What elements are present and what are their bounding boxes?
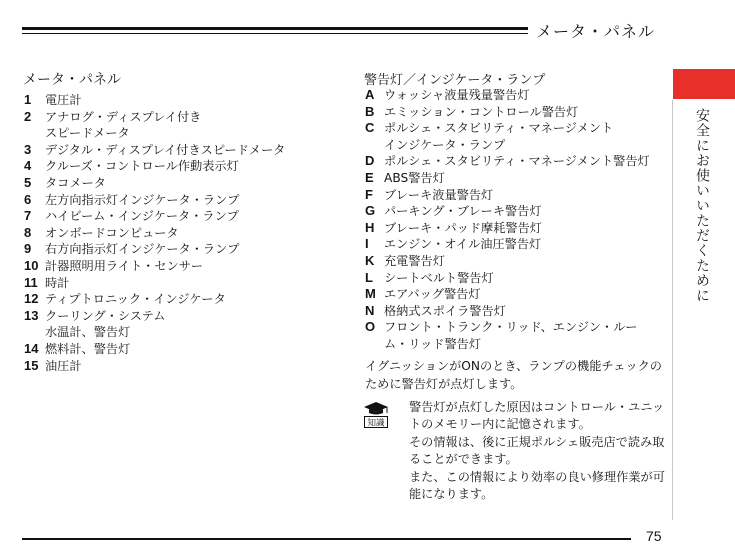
meter-panel-item-text: 時計 [45, 275, 70, 290]
warning-lamp-item [365, 104, 650, 121]
meter-panel-item [24, 192, 285, 209]
warning-lamp-item [365, 87, 650, 104]
meter-panel-item-text: ティプトロニック・インジケータ [45, 292, 226, 307]
meter-panel-item-marker: 13 [24, 307, 39, 323]
info-block [409, 399, 671, 503]
meter-panel-item [24, 241, 285, 258]
meter-panel-item-marker: 7 [24, 208, 32, 224]
meter-panel-item-marker: 6 [24, 191, 32, 207]
warning-lamp-item-text: エミッション・コントロール警告灯 [384, 104, 579, 119]
meter-panel-item-marker: 2 [24, 108, 32, 124]
meter-panel-item [24, 258, 285, 275]
meter-panel-item-text: クルーズ・コントロール作動表示灯 [45, 159, 239, 174]
warning-lamp-item-marker: O [365, 319, 376, 335]
warning-lamp-item-marker: G [365, 203, 376, 219]
page-number: 75 [646, 528, 662, 544]
warning-lamp-item-text: ブレーキ・パッド摩耗警告灯 [384, 220, 542, 235]
warning-lamps-list [365, 87, 650, 353]
header-title: メータ・パネル [536, 22, 656, 41]
warning-lamp-item [365, 319, 650, 352]
meter-panel-item-marker: 1 [24, 92, 32, 107]
header-rule-thin [22, 33, 528, 34]
meter-panel-item-text: デジタル・ディスプレイ付きスピードメータ [45, 142, 286, 157]
warning-lamp-item-text-continued: インジケータ・ランプ [384, 137, 506, 152]
meter-panel-item [24, 358, 285, 375]
warning-lamp-item-text: フロント・トランク・リッド、エンジン・ルー [384, 320, 638, 335]
warning-lamp-item-text: エアバッグ警告灯 [384, 287, 481, 302]
warning-lamp-item [365, 303, 650, 320]
warning-lamp-item-text-continued: ム・リッド警告灯 [384, 336, 482, 351]
meter-panel-item-text: クーリング・システム [45, 308, 166, 323]
warning-lamp-item-text: ABS警告灯 [384, 170, 445, 185]
warning-lamp-item-text: ウォッシャ液量残量警告灯 [384, 88, 530, 102]
meter-panel-item [24, 142, 285, 159]
meter-panel-item [24, 208, 285, 225]
ignition-note: イグニッションがONのとき、ランプの機能チェックのために警告灯が点灯します。 [365, 359, 662, 391]
warning-lamp-item [365, 203, 650, 220]
warning-lamp-item-text: ポルシェ・スタビリティ・マネージメント警告灯 [384, 154, 650, 169]
meter-panel-item-marker: 15 [24, 357, 39, 373]
warning-lamp-item-marker: L [365, 269, 373, 285]
warning-lamp-item-marker: E [365, 169, 374, 185]
warning-lamps-title: 警告灯／インジケータ・ランプ [364, 73, 546, 88]
warning-lamp-item-marker: I [365, 236, 369, 252]
warning-lamp-item-text: ブレーキ液量警告灯 [384, 187, 494, 202]
warning-lamp-item [365, 270, 650, 287]
meter-panel-item-text: アナログ・ディスプレイ付き [45, 109, 202, 124]
info-paragraph-3: また、この情報により効率の良い修理作業が可能になります。 [409, 469, 665, 502]
meter-panel-item-text: 右方向指示灯インジケータ・ランプ [45, 242, 240, 257]
section-tab-marker [673, 69, 735, 99]
meter-panel-title: メータ・パネル [23, 72, 121, 88]
meter-panel-item [24, 341, 285, 358]
meter-panel-item-marker: 3 [24, 141, 32, 157]
warning-lamp-item [365, 170, 650, 187]
warning-lamp-item-marker: M [365, 286, 376, 302]
meter-panel-item-text: タコメータ [45, 175, 106, 190]
meter-panel-item-text: 油圧計 [45, 358, 82, 373]
warning-lamp-item [365, 236, 650, 253]
meter-panel-item-text: ハイビーム・インジケータ・ランプ [45, 209, 239, 224]
meter-panel-item-text-continued: スピードメータ [45, 126, 130, 141]
header-rule-thick [22, 27, 528, 30]
warning-lamp-item-marker: B [365, 103, 375, 119]
info-paragraph-2: その情報は、後に正規ポルシェ販売店で読み取ることができます。 [409, 434, 665, 467]
meter-panel-item-text: 左方向指示灯インジケータ・ランプ [45, 192, 240, 207]
meter-panel-item-marker: 4 [24, 158, 32, 174]
warning-lamp-item [365, 286, 650, 303]
meter-panel-item-marker: 8 [24, 224, 32, 240]
info-paragraph-1: 警告灯が点灯した原因はコントロール・ユニットのメモリー内に記憶されます。 [409, 400, 665, 432]
warning-lamp-item [365, 153, 650, 170]
meter-panel-item [24, 291, 285, 308]
warning-lamp-item [365, 120, 650, 153]
warning-lamp-item-marker: K [365, 252, 375, 268]
knowledge-icon [363, 401, 389, 429]
meter-panel-item [24, 158, 285, 175]
meter-panel-item [24, 109, 285, 142]
warning-lamp-item-text: ポルシェ・スタビリティ・マネージメント [384, 121, 614, 136]
meter-panel-item [24, 175, 285, 192]
side-divider [672, 100, 673, 520]
footer-rule [22, 538, 631, 540]
meter-panel-item-text: 電圧計 [45, 93, 82, 107]
meter-panel-item [24, 275, 285, 292]
warning-lamp-item-text: 格納式スポイラ警告灯 [384, 303, 506, 318]
meter-panel-list [24, 92, 285, 374]
knowledge-icon-label: 知識 [367, 418, 385, 429]
meter-panel-item [24, 92, 285, 109]
meter-panel-item-text-continued: 水温計、警告灯 [45, 325, 131, 340]
warning-lamp-item [365, 187, 650, 204]
warning-lamp-item-marker: H [365, 219, 375, 235]
warning-lamp-item-text: エンジン・オイル油圧警告灯 [384, 237, 542, 252]
warning-lamp-item [365, 253, 650, 270]
meter-panel-item-marker: 9 [24, 241, 32, 257]
meter-panel-item-marker: 5 [24, 174, 32, 190]
warning-lamp-item-marker: F [365, 186, 373, 202]
warning-lamp-item-marker: C [365, 120, 375, 136]
warning-lamp-item-marker: N [365, 302, 375, 318]
warning-lamp-item-text: シートベルト警告灯 [384, 270, 494, 285]
meter-panel-item-text: 計器照明用ライト・センサー [45, 258, 204, 273]
warning-lamp-item-marker: D [365, 153, 375, 169]
meter-panel-item-marker: 12 [24, 291, 39, 307]
meter-panel-item-marker: 14 [24, 340, 39, 356]
meter-panel-item [24, 308, 285, 341]
meter-panel-item-text: 燃料計、警告灯 [45, 341, 131, 356]
meter-panel-item-marker: 11 [24, 274, 38, 290]
section-tab-label: 安全にお使いいただくために [694, 108, 710, 303]
meter-panel-item-text: オンボードコンピュータ [45, 225, 179, 240]
warning-lamp-item-text: パーキング・ブレーキ警告灯 [384, 204, 542, 219]
meter-panel-item-marker: 10 [24, 257, 39, 273]
meter-panel-item [24, 225, 285, 242]
warning-lamp-item [365, 220, 650, 237]
warning-lamp-item-text: 充電警告灯 [384, 253, 445, 268]
warning-lamp-item-marker: A [365, 87, 375, 102]
